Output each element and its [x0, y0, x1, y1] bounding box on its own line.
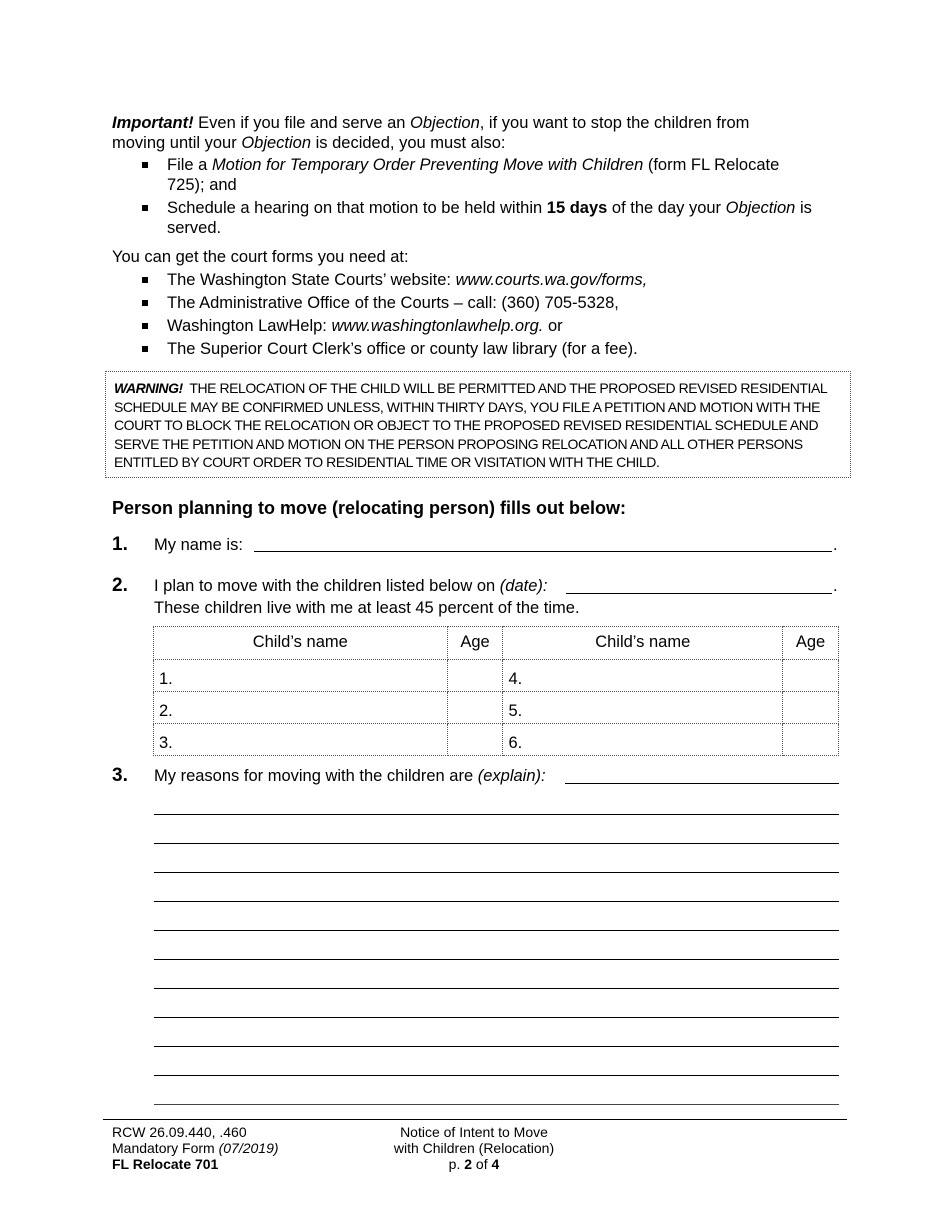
reasons-line[interactable] [154, 814, 839, 815]
footer-mandatory: Mandatory Form (07/2019) [112, 1140, 279, 1156]
warning-text: THE RELOCATION OF THE CHILD WILL BE PERMITTED AND THE PROPOSED REVISED RESIDENTIAL SCHEDULE MAY BE CONFIRMED UNLESS, WITHIN THIRTY DAYS, YOU FILE A PETITION AND MOTION WITH THE COURT TO BLOCK THE RELOCATION OR OBJECT TO THE PROPOSED REVISED RESIDENTIAL SCHEDULE AND SERVE THE PETITION AND MOTION ON THE PERSON PROPOSING RELOCATION AND ALL OTHER PERSONS ENTITLED BY COURT ORDER TO RESIDENTIAL TIME OR VISITATION WITH THE CHILD. [114, 380, 827, 470]
child-name-cell[interactable]: 3. [154, 724, 448, 756]
reasons-field-first-line[interactable] [565, 783, 839, 784]
child-name-cell[interactable]: 6. [503, 724, 783, 756]
list-item: Schedule a hearing on that motion to be held within 15 days of the day your Objection is served. [140, 198, 840, 238]
footer-left [112, 1124, 279, 1172]
child-age-cell[interactable] [447, 660, 503, 692]
important-line-2: moving until your Objection is decided, you must also: [112, 134, 506, 152]
important-line-1: Important! Even if you file and serve an Objection, if you want to stop the children from [112, 114, 750, 132]
move-date-field[interactable] [566, 593, 832, 594]
item-2-label: I plan to move with the children listed below on (date): [154, 577, 548, 595]
forms-list [140, 270, 840, 359]
footer-title-line-1: Notice of Intent to Move [400, 1124, 548, 1140]
children-table [153, 626, 839, 756]
name-field[interactable] [254, 551, 832, 552]
list-item: The Washington State Courts’ website: www.courts.wa.gov/forms, [140, 270, 840, 290]
table-row [154, 692, 839, 724]
courts-website-link: www.courts.wa.gov/forms, [455, 271, 648, 289]
item-1-period: . [833, 536, 838, 554]
child-name-cell[interactable]: 1. [154, 660, 448, 692]
forms-intro: You can get the court forms you need at: [112, 248, 409, 266]
item-3-label: My reasons for moving with the children are (explain): [154, 767, 546, 785]
must-also-list [140, 155, 840, 238]
item-2-number: 2. [112, 575, 128, 596]
warning-box [105, 371, 851, 478]
child-name-cell[interactable]: 4. [503, 660, 783, 692]
list-item: The Administrative Office of the Courts – call: (360) 705-5328, [140, 293, 840, 313]
table-header-row [154, 627, 839, 660]
item-1-number: 1. [112, 534, 128, 555]
bullet-square-icon [142, 162, 148, 168]
reasons-line[interactable] [154, 988, 839, 989]
table-row [154, 660, 839, 692]
footer-center [354, 1124, 594, 1172]
footer-page-number: p. 2 of 4 [448, 1156, 500, 1172]
bullet-square-icon [142, 300, 148, 306]
warning-label: WARNING! [114, 380, 183, 396]
reasons-line[interactable] [154, 843, 839, 844]
list-item: Washington LawHelp: www.washingtonlawhelp.org. or [140, 316, 840, 336]
item-2-line-2: These children live with me at least 45 percent of the time. [154, 599, 580, 617]
reasons-line[interactable] [154, 901, 839, 902]
footer-rcw: RCW 26.09.440, .460 [112, 1124, 247, 1140]
bullet-square-icon [142, 323, 148, 329]
list-item: The Superior Court Clerk’s office or county law library (for a fee). [140, 339, 840, 359]
bullet-square-icon [142, 346, 148, 352]
reasons-line[interactable] [154, 1046, 839, 1047]
child-age-cell[interactable] [783, 724, 839, 756]
child-name-cell[interactable]: 2. [154, 692, 448, 724]
item-3-number: 3. [112, 765, 128, 786]
column-header: Child’s name [154, 627, 448, 660]
child-age-cell[interactable] [783, 660, 839, 692]
column-header: Age [783, 627, 839, 660]
child-age-cell[interactable] [783, 692, 839, 724]
table-row [154, 724, 839, 756]
child-name-cell[interactable]: 5. [503, 692, 783, 724]
child-age-cell[interactable] [447, 724, 503, 756]
column-header: Age [447, 627, 503, 660]
reasons-line[interactable] [154, 930, 839, 931]
item-2-period: . [833, 577, 838, 595]
child-age-cell[interactable] [447, 692, 503, 724]
reasons-line[interactable] [154, 872, 839, 873]
reasons-line[interactable] [154, 1104, 839, 1105]
column-header: Child’s name [503, 627, 783, 660]
lawhelp-link: www.washingtonlawhelp.org. [331, 317, 544, 335]
footer-form-id: FL Relocate 701 [112, 1156, 219, 1172]
list-item: File a Motion for Temporary Order Preventing Move with Children (form FL Relocate 725); and [140, 155, 840, 195]
item-1-label: My name is: [154, 536, 243, 554]
important-label: Important! [112, 114, 194, 132]
reasons-line[interactable] [154, 959, 839, 960]
footer-title-line-2: with Children (Relocation) [393, 1140, 555, 1156]
important-paragraph [112, 113, 842, 153]
reasons-line[interactable] [154, 1017, 839, 1018]
section-heading: Person planning to move (relocating person) fills out below: [112, 498, 627, 518]
bullet-square-icon [142, 277, 148, 283]
bullet-square-icon [142, 205, 148, 211]
footer-divider [103, 1119, 847, 1120]
reasons-line[interactable] [154, 1075, 839, 1076]
